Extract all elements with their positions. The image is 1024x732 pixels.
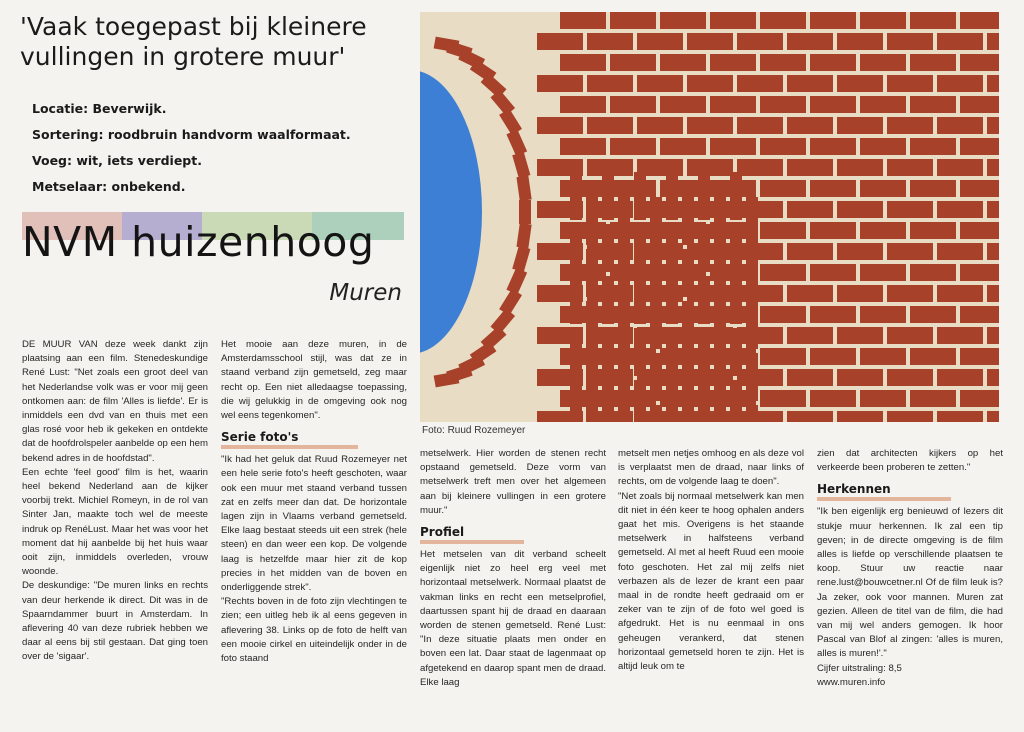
brick <box>887 327 933 344</box>
paragraph: "Net zoals bij normaal metselwerk kan men dit niet in één keer te hoog ophalen anders gaat het mis. Overigens is het staande metselwerk in halfsteens verband gemetseld. Al met al heeft Ruud een mooie foto geschoten. Het zal mij zelfs niet verbazen als de lezer de krant een paar maal in de rondte heeft gedraaid om er zeker van te zijn of de foto wel goed is afgedrukt. Het is nu eenmaal in ons geheugen verankerd, dat stenen horizontaal gemetseld horen te zijn. Het is altijd leuk om te <box>618 490 804 673</box>
brick <box>910 12 956 29</box>
article-column-2 <box>221 338 407 666</box>
brick <box>660 54 706 71</box>
brick <box>837 285 883 302</box>
subhead-herkennen: Herkennen <box>817 481 951 501</box>
brick <box>987 327 999 344</box>
brick <box>810 180 856 197</box>
brick <box>687 75 733 92</box>
brick <box>682 197 694 245</box>
brick <box>634 172 646 220</box>
brick <box>610 96 656 113</box>
brick <box>587 117 633 134</box>
brick <box>618 197 630 245</box>
brick <box>618 249 630 297</box>
brick <box>737 285 783 302</box>
brick <box>560 180 606 197</box>
fact-sorting: Sortering: roodbruin handvorm waalformaat. <box>32 127 351 142</box>
brick <box>910 138 956 155</box>
brick <box>810 306 856 323</box>
paragraph: Het mooie aan deze muren, in de Amsterdamsschool stijl, was dat ze in staand verband zijn gemetseld, zeg maar recht op. Een niet alledaagse toepassing, die wij gelukkig in de omgeving ook nog wel eens tegenkomen". <box>221 339 407 422</box>
brick <box>837 159 883 176</box>
brick <box>537 75 583 92</box>
brick <box>760 138 806 155</box>
brick <box>730 328 742 376</box>
brick <box>737 117 783 134</box>
brick <box>787 117 833 134</box>
brick <box>660 96 706 113</box>
brick <box>618 353 630 401</box>
brick <box>610 54 656 71</box>
brick <box>987 117 999 134</box>
brick <box>730 276 742 324</box>
brick <box>687 117 733 134</box>
brick <box>746 301 758 349</box>
brick <box>960 96 999 113</box>
brick <box>602 380 614 422</box>
brick <box>710 12 756 29</box>
brick <box>560 12 606 29</box>
brick <box>987 243 999 260</box>
brick <box>937 369 983 386</box>
brick <box>937 327 983 344</box>
brick <box>602 224 614 272</box>
brick <box>570 276 582 324</box>
rating: Cijfer uitstraling: 8,5 <box>817 662 902 674</box>
brick <box>746 197 758 245</box>
article-column-3 <box>420 447 606 690</box>
brick <box>787 33 833 50</box>
brick <box>537 33 583 50</box>
brick <box>586 353 598 401</box>
brick <box>610 348 656 365</box>
brick <box>787 369 833 386</box>
brick <box>837 201 883 218</box>
brick <box>587 33 633 50</box>
brick <box>760 54 806 71</box>
brick <box>937 411 983 422</box>
brick <box>746 405 758 422</box>
arch-brick <box>519 200 531 224</box>
brick <box>837 75 883 92</box>
brick <box>730 224 742 272</box>
brick <box>586 405 598 422</box>
brick <box>560 348 606 365</box>
brick <box>710 54 756 71</box>
brick <box>698 224 710 272</box>
brick <box>682 249 694 297</box>
fact-location: Locatie: Beverwijk. <box>32 101 167 116</box>
brick <box>698 328 710 376</box>
brick <box>837 411 883 422</box>
brick <box>810 264 856 281</box>
brick <box>710 138 756 155</box>
article-column-4 <box>618 447 804 674</box>
brick <box>787 75 833 92</box>
brick <box>937 117 983 134</box>
brick <box>666 380 678 422</box>
brick <box>560 96 606 113</box>
brick <box>860 306 906 323</box>
brick <box>787 243 833 260</box>
brick <box>537 117 583 134</box>
brick <box>860 96 906 113</box>
paragraph: metselwerk. Hier worden de stenen recht opstaand gemetseld. Deze vorm van metselwerk treft men over het algemeen aan bij kleinere vullingen in een grotere muur." <box>420 448 606 516</box>
brick <box>714 405 726 422</box>
brick <box>760 306 806 323</box>
brick <box>760 348 806 365</box>
brick <box>610 12 656 29</box>
brick <box>987 159 999 176</box>
brick <box>634 276 646 324</box>
subhead-profiel: Profiel <box>420 524 524 544</box>
brick <box>910 54 956 71</box>
brick <box>602 276 614 324</box>
brick <box>610 264 656 281</box>
brick <box>618 301 630 349</box>
brick <box>887 243 933 260</box>
brick <box>937 75 983 92</box>
brick <box>737 33 783 50</box>
brick <box>560 390 606 407</box>
brick <box>760 222 806 239</box>
brick <box>887 411 933 422</box>
brick <box>618 405 630 422</box>
brick <box>787 285 833 302</box>
brick <box>960 348 999 365</box>
paragraph: DE MUUR VAN deze week dankt zijn plaatsing aan een film. Stenedeskundige René Lust: "Net zoals een groot deel van het Nederlandse volk was er voor mij geen ontkomen aan: de film 'Alles is liefde'. Er is inmiddels een dvd van en thuis met een glas rosé voor heb ik gekeken en ontdekte dat de hoofdrolspeler aanbelde op een hem bekend adres in de hoofdstad". <box>22 339 208 464</box>
paragraph: "Ik ben eigenlijk erg benieuwd of lezers dit stukje muur herkennen. Ik zal een tip geven; in de directe omgeving is de film alles is liefde op verschillende plaatsen te koop. Stuur uw reactie naar rene.lust@bouwcetner.nl Of de film leuk is? Ja zeker, ook voor mannen. Muren zat gezien. Alleen de titel van de film, die had van mij wel anders gemogen. Ik hoor Pascal van Blof al zingen: 'alles is muren, alles is muren!'." <box>817 506 1003 660</box>
brick <box>937 243 983 260</box>
brick <box>837 243 883 260</box>
brick <box>660 138 706 155</box>
brick <box>737 327 783 344</box>
brick <box>634 328 646 376</box>
brick <box>887 159 933 176</box>
brick <box>637 75 683 92</box>
brick <box>666 172 678 220</box>
brick <box>960 12 999 29</box>
brick <box>837 117 883 134</box>
brick <box>860 222 906 239</box>
brick <box>714 197 726 245</box>
paragraph: metselt men netjes omhoog en als deze vol is verplaatst men de draad, naar links of rechts, om de volgende laag te doen". <box>618 448 804 488</box>
brick <box>560 306 606 323</box>
brick <box>570 172 582 220</box>
brick <box>860 390 906 407</box>
brick <box>910 96 956 113</box>
brick <box>760 390 806 407</box>
article-column-5 <box>817 447 1003 690</box>
brick <box>650 405 662 422</box>
brick <box>570 224 582 272</box>
brick <box>937 33 983 50</box>
brick <box>860 54 906 71</box>
brick <box>960 54 999 71</box>
brick <box>610 222 656 239</box>
brick <box>634 224 646 272</box>
brick <box>698 276 710 324</box>
brick <box>570 328 582 376</box>
brick <box>650 249 662 297</box>
brick <box>760 96 806 113</box>
brick <box>960 222 999 239</box>
brick <box>570 380 582 422</box>
brick <box>730 380 742 422</box>
brick <box>698 380 710 422</box>
brick <box>860 348 906 365</box>
brick <box>682 301 694 349</box>
brick <box>746 353 758 401</box>
brick <box>837 327 883 344</box>
brick <box>666 328 678 376</box>
brick <box>787 327 833 344</box>
subhead-serie-fotos: Serie foto's <box>221 429 358 449</box>
brick <box>887 117 933 134</box>
brick <box>666 224 678 272</box>
brick <box>660 12 706 29</box>
brick <box>714 249 726 297</box>
brick <box>787 201 833 218</box>
brick <box>910 264 956 281</box>
paragraph: "Rechts boven in de foto zijn vlechtingen te zien; een uitleg heb ik al eens gegeven in aflevering 38. Links op de foto de helft van een mooie cirkel en uiteindelijk onder in de foto staand <box>221 596 407 665</box>
brick <box>760 264 806 281</box>
brick <box>746 249 758 297</box>
paragraph: zien dat architecten kijkers op het verkeerde been proberen te zetten." <box>817 448 1003 474</box>
brick <box>987 33 999 50</box>
brick <box>810 348 856 365</box>
brick <box>737 369 783 386</box>
brick <box>666 276 678 324</box>
brick <box>682 353 694 401</box>
brick <box>737 201 783 218</box>
brick-wall-illustration <box>420 12 999 422</box>
brick <box>760 180 806 197</box>
brick <box>910 306 956 323</box>
fact-list <box>32 96 412 200</box>
brick <box>560 264 606 281</box>
brick <box>810 222 856 239</box>
brick <box>687 33 733 50</box>
brick <box>910 348 956 365</box>
brick <box>810 54 856 71</box>
brick <box>637 33 683 50</box>
paragraph: "Ik had het geluk dat Ruud Rozemeyer net een hele serie foto's heeft geschoten, waar ook een muur met staand verband tussen zat en zelfs meer dan dat. De horizontale lagen zijn in Vlaams verband gemetseld. Elke laag bestaat steeds uit een strek (hele steen) en dan weer een kop. De volgende laag is hetzelfde maar hier zit de kop precies in het midden van de boven en onderliggende strek". <box>221 454 407 594</box>
headline: 'Vaak toegepast bij kleinere vullingen in grotere muur' <box>20 12 367 71</box>
brick <box>610 180 656 197</box>
brick <box>810 96 856 113</box>
brick <box>650 197 662 245</box>
brick <box>860 264 906 281</box>
brick <box>937 201 983 218</box>
brick <box>602 172 614 220</box>
brick <box>586 301 598 349</box>
brick <box>760 12 806 29</box>
brick <box>987 201 999 218</box>
brick <box>650 301 662 349</box>
brick <box>737 411 783 422</box>
brick <box>810 390 856 407</box>
brick <box>602 328 614 376</box>
brick <box>910 222 956 239</box>
brick <box>560 138 606 155</box>
brick <box>737 75 783 92</box>
brick <box>887 33 933 50</box>
brick <box>787 411 833 422</box>
brick <box>887 285 933 302</box>
brick <box>610 138 656 155</box>
brick <box>860 180 906 197</box>
brick <box>987 411 999 422</box>
fact-mason: Metselaar: onbekend. <box>32 179 186 194</box>
brick <box>887 201 933 218</box>
brick <box>960 306 999 323</box>
brick <box>910 180 956 197</box>
masthead-title: NVM huizenhoog <box>22 218 375 266</box>
brick <box>987 75 999 92</box>
brick <box>637 117 683 134</box>
brick <box>910 390 956 407</box>
brick <box>586 249 598 297</box>
brick <box>610 390 656 407</box>
brick <box>960 264 999 281</box>
brick <box>714 353 726 401</box>
brick <box>860 138 906 155</box>
brick <box>650 353 662 401</box>
brick <box>937 285 983 302</box>
brick <box>810 12 856 29</box>
brick <box>787 159 833 176</box>
brick <box>837 369 883 386</box>
masthead-subtitle: Muren <box>329 280 402 306</box>
brick <box>737 243 783 260</box>
photo-caption: Foto: Ruud Rozemeyer <box>420 422 999 440</box>
brick <box>937 159 983 176</box>
brick <box>837 33 883 50</box>
brick <box>710 96 756 113</box>
brick <box>960 180 999 197</box>
brick <box>987 369 999 386</box>
brick <box>887 369 933 386</box>
brick <box>560 54 606 71</box>
brick <box>960 138 999 155</box>
brick <box>887 75 933 92</box>
brick <box>960 390 999 407</box>
brick <box>987 285 999 302</box>
brick <box>714 301 726 349</box>
brick-wall-photo <box>420 12 999 440</box>
brick <box>560 222 606 239</box>
brick <box>587 75 633 92</box>
fact-joint: Voeg: wit, iets verdiept. <box>32 153 202 168</box>
paragraph: Een echte 'feel good' film is het, waarin heel bekend Nederland aan de kijker voorbij trekt. Michiel Romeyn, in de rol van Sinter Jan, maakte toch wel de meeste indruk op RenéLust. Maar het was voor het moment dat hij aanbelde bij het huis waar ooit zijn, inmiddels overleden, vrouw woonde. <box>22 466 208 578</box>
paragraph: Het metselen van dit verband scheelt eigenlijk niet zo heel erg veel met horizontaal metselwerk. Normaal plaatst de vakman links en recht een metselprofiel, daartussen spant hij de draad en daaraan worden de stenen gemetseld. René Lust: "In deze situatie plaats men onder en boven een lat. Daar staat de lagenmaat op afgetekend en daarop spant men de draad. Elke laag <box>420 549 606 688</box>
brick <box>737 159 783 176</box>
brick <box>634 380 646 422</box>
brick <box>586 197 598 245</box>
brick <box>860 12 906 29</box>
brick <box>730 172 742 220</box>
brick <box>810 138 856 155</box>
brick <box>610 306 656 323</box>
paragraph: De deskundige: "De muren links en rechts van deur herkende ik direct. Dit was in de Spaarndammer buurt in Amsterdam. In aflevering 40 van deze rubriek hebben we daar al eens bij stil gestaan. Dat ging toen over de 'sigaar'. <box>22 580 208 663</box>
brick <box>698 172 710 220</box>
article-column-1 <box>22 338 208 665</box>
brick <box>682 405 694 422</box>
website-link[interactable]: www.muren.info <box>817 676 886 688</box>
